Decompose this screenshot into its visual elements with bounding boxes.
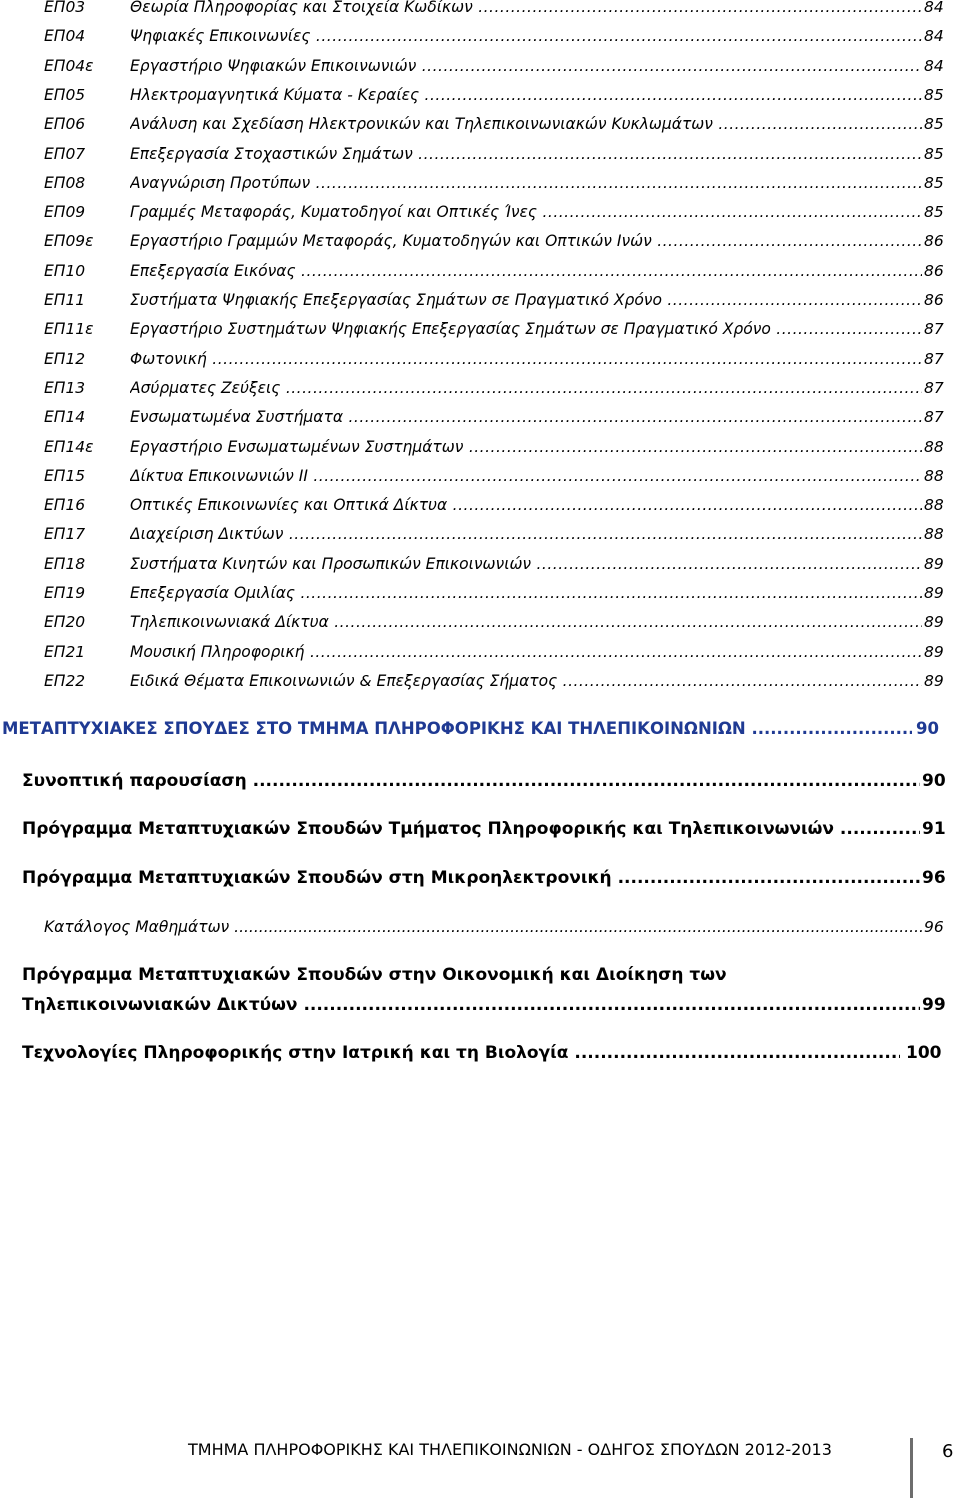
footer-title: ΤΜΗΜΑ ΠΛΗΡΟΦΟΡΙΚΗΣ ΚΑΙ ΤΗΛΕΠΙΚΟΙΝΩΝΙΩΝ - ΟΔΗΓΟΣ ΣΠΟΥΔΩΝ 2012-2013 (188, 1440, 832, 1459)
course-title: Αναγνώριση Προτύπων (130, 173, 311, 192)
course-page-number: 88 (924, 525, 944, 544)
course-title-leader (130, 462, 922, 491)
toc-course-row[interactable] (0, 403, 960, 432)
toc-summary-page: 90 (922, 771, 946, 791)
course-title-leader (130, 608, 922, 637)
course-title-leader (130, 52, 922, 81)
toc-course-row[interactable] (0, 52, 960, 81)
course-title-leader (130, 579, 922, 608)
toc-course-row[interactable] (0, 374, 960, 403)
course-page-number: 86 (924, 261, 944, 280)
toc-course-row[interactable] (0, 433, 960, 462)
course-title: Διαχείριση Δικτύων (130, 525, 284, 544)
course-title: Ενσωματωμένα Συστήματα (130, 408, 344, 427)
toc-course-row[interactable] (0, 81, 960, 110)
course-title-leader (130, 403, 922, 432)
course-page-number: 89 (924, 613, 944, 632)
course-title-leader (130, 315, 922, 344)
course-title-leader (130, 433, 922, 462)
footer-page-number: 6 (942, 1441, 954, 1462)
course-page-number: 88 (924, 496, 944, 515)
toc-course-row[interactable] (0, 257, 960, 286)
toc-summary-text: Συνοπτική παρουσίαση (22, 771, 247, 791)
toc-course-row[interactable] (0, 198, 960, 227)
course-code: ΕΠ14 (44, 408, 86, 427)
course-code: ΕΠ09ε (44, 232, 94, 251)
course-code: ΕΠ18 (44, 554, 86, 573)
course-title-leader (130, 22, 922, 51)
course-title: Συστήματα Κινητών και Προσωπικών Επικοινωνιών (130, 554, 532, 573)
course-title-leader (130, 286, 922, 315)
course-page-number: 88 (924, 437, 944, 456)
postgrad-heading-page: 90 (916, 719, 939, 738)
course-title: Γραμμές Μεταφοράς, Κυματοδηγοί και Οπτικές Ίνες (130, 203, 538, 222)
course-code: ΕΠ05 (44, 85, 86, 104)
course-title: Εργαστήριο Γραμμών Μεταφοράς, Κυματοδηγών και Οπτικών Ινών (130, 232, 652, 251)
postgrad-heading-text: ΜΕΤΑΠΤΥΧΙΑΚΕΣ ΣΠΟΥΔΕΣ ΣΤΟ ΤΜΗΜΑ ΠΛΗΡΟΦΟΡΙΚΗΣ ΚΑΙ ΤΗΛΕΠΙΚΟΙΝΩΝΙΩΝ (2, 719, 746, 738)
course-code: ΕΠ04ε (44, 56, 94, 75)
course-code: ΕΠ10 (44, 261, 86, 280)
course-title-leader (130, 227, 922, 256)
toc-course-row[interactable] (0, 550, 960, 579)
toc-course-row[interactable] (0, 22, 960, 51)
course-title-leader (130, 667, 922, 696)
footer-divider (910, 1438, 913, 1498)
course-code: ΕΠ12 (44, 349, 86, 368)
toc-course-row[interactable] (0, 638, 960, 667)
course-title-leader (130, 257, 922, 286)
toc-course-row[interactable] (0, 462, 960, 491)
course-code: ΕΠ13 (44, 378, 86, 397)
toc-course-row[interactable] (0, 579, 960, 608)
toc-course-row[interactable] (0, 520, 960, 549)
course-page-number: 87 (924, 320, 944, 339)
course-title: Φωτονική (130, 349, 207, 368)
toc-course-row[interactable] (0, 227, 960, 256)
course-page-number: 85 (924, 203, 944, 222)
toc-course-row[interactable] (0, 608, 960, 637)
course-title: Τηλεπικοινωνιακά Δίκτυα (130, 613, 329, 632)
course-page-number: 85 (924, 173, 944, 192)
course-page-number: 87 (924, 349, 944, 368)
toc-program-econ-line2-text: Τηλεπικοινωνιακών Δικτύων (22, 995, 298, 1015)
toc-course-row[interactable] (0, 315, 960, 344)
course-page-number: 84 (924, 27, 944, 46)
course-title-leader (130, 169, 922, 198)
course-code: ΕΠ17 (44, 525, 86, 544)
course-page-number: 89 (924, 642, 944, 661)
toc-program-it-page: 91 (922, 819, 946, 839)
course-code: ΕΠ09 (44, 203, 86, 222)
course-title: Θεωρία Πληροφορίας και Στοιχεία Κωδίκων (130, 0, 473, 16)
toc-program-it-text: Πρόγραμμα Μεταπτυχιακών Σπουδών Τμήματος Πληροφορικής και Τηλεπικοινωνιών (22, 819, 834, 839)
course-code: ΕΠ11ε (44, 320, 94, 339)
course-title: Ψηφιακές Επικοινωνίες (130, 27, 311, 46)
toc-course-row[interactable] (0, 110, 960, 139)
toc-program-micro-page: 96 (922, 868, 946, 888)
toc-program-econ-line1-text: Πρόγραμμα Μεταπτυχιακών Σπουδών στην Οικονομική και Διοίκηση των (22, 965, 727, 985)
course-title-leader (130, 140, 922, 169)
toc-summary[interactable] (22, 768, 920, 794)
course-page-number: 84 (924, 0, 944, 16)
toc-program-bio-page: 100 (906, 1043, 942, 1063)
postgrad-heading[interactable] (2, 716, 912, 742)
course-title-leader (130, 374, 922, 403)
course-page-number: 89 (924, 554, 944, 573)
course-title: Δίκτυα Επικοινωνιών ΙΙ (130, 466, 308, 485)
course-title: Ανάλυση και Σχεδίαση Ηλεκτρονικών και Τηλεπικοινωνιακών Κυκλωμάτων (130, 115, 713, 134)
toc-catalogue-text: Κατάλογος Μαθημάτων (44, 918, 230, 936)
course-title: Μουσική Πληροφορική (130, 642, 305, 661)
course-page-number: 89 (924, 584, 944, 602)
toc-course-row[interactable] (0, 0, 960, 22)
course-title: Εργαστήριο Συστημάτων Ψηφιακής Επεξεργασίας Σημάτων σε Πραγματικό Χρόνο (130, 320, 771, 339)
toc-course-row[interactable] (0, 169, 960, 198)
course-title: Επεξεργασία Ομιλίας (130, 584, 296, 602)
course-title: Επεξεργασία Στοχαστικών Σημάτων (130, 144, 413, 163)
toc-course-row[interactable] (0, 667, 960, 696)
course-title: Εργαστήριο Ενσωματωμένων Συστημάτων (130, 437, 464, 456)
course-title-leader (130, 345, 922, 374)
course-title-leader (130, 110, 922, 139)
course-code: ΕΠ03 (44, 0, 86, 16)
course-title: Ηλεκτρομαγνητικά Κύματα - Κεραίες (130, 85, 420, 104)
course-page-number: 87 (924, 378, 944, 397)
course-title: Επεξεργασία Εικόνας (130, 261, 296, 280)
toc-program-econ-page: 99 (922, 995, 946, 1015)
course-code: ΕΠ20 (44, 613, 86, 632)
course-code: ΕΠ21 (44, 642, 86, 661)
course-code: ΕΠ15 (44, 466, 86, 485)
course-title-leader (130, 0, 922, 22)
course-page-number: 86 (924, 291, 944, 309)
toc-program-micro-text: Πρόγραμμα Μεταπτυχιακών Σπουδών στη Μικροηλεκτρονική (22, 868, 612, 888)
course-title-leader (130, 550, 922, 579)
course-code: ΕΠ14ε (44, 437, 94, 456)
course-title-leader (130, 638, 922, 667)
course-page-number: 85 (924, 85, 944, 104)
toc-course-row[interactable] (0, 286, 960, 315)
course-code: ΕΠ11 (44, 291, 86, 309)
course-title: Οπτικές Επικοινωνίες και Οπτικά Δίκτυα (130, 496, 448, 515)
toc-catalogue[interactable] (44, 914, 922, 940)
course-page-number: 84 (924, 56, 944, 75)
course-code: ΕΠ06 (44, 115, 86, 134)
course-title: Ασύρματες Ζεύξεις (130, 378, 281, 397)
course-code: ΕΠ16 (44, 496, 86, 515)
course-page-number: 89 (924, 671, 944, 690)
toc-course-row[interactable] (0, 491, 960, 520)
toc-program-econ-line2[interactable] (22, 992, 920, 1018)
course-title: Εργαστήριο Ψηφιακών Επικοινωνιών (130, 56, 417, 75)
toc-catalogue-page: 96 (924, 918, 944, 936)
course-title-leader (130, 520, 922, 549)
course-page-number: 87 (924, 408, 944, 427)
course-page-number: 85 (924, 144, 944, 163)
course-code: ΕΠ07 (44, 144, 86, 163)
course-page-number: 88 (924, 466, 944, 485)
toc-program-it[interactable] (22, 816, 920, 842)
course-page-number: 86 (924, 232, 944, 251)
course-title: Συστήματα Ψηφιακής Επεξεργασίας Σημάτων σε Πραγματικό Χρόνο (130, 291, 662, 309)
toc-program-micro[interactable] (22, 865, 920, 891)
course-title: Ειδικά Θέματα Επικοινωνιών & Επεξεργασίας Σήματος (130, 671, 558, 690)
toc-course-row[interactable] (0, 140, 960, 169)
course-page-number: 85 (924, 115, 944, 134)
toc-program-bio-text: Τεχνολογίες Πληροφορικής στην Ιατρική και τη Βιολογία (22, 1043, 569, 1063)
course-code: ΕΠ19 (44, 584, 86, 602)
course-code: ΕΠ22 (44, 671, 86, 690)
course-title-leader (130, 198, 922, 227)
course-title-leader (130, 81, 922, 110)
course-code: ΕΠ08 (44, 173, 86, 192)
toc-program-econ-line1[interactable] (22, 962, 920, 988)
course-title-leader (130, 491, 922, 520)
course-code: ΕΠ04 (44, 27, 86, 46)
toc-course-row[interactable] (0, 345, 960, 374)
toc-program-bio[interactable] (22, 1040, 900, 1066)
